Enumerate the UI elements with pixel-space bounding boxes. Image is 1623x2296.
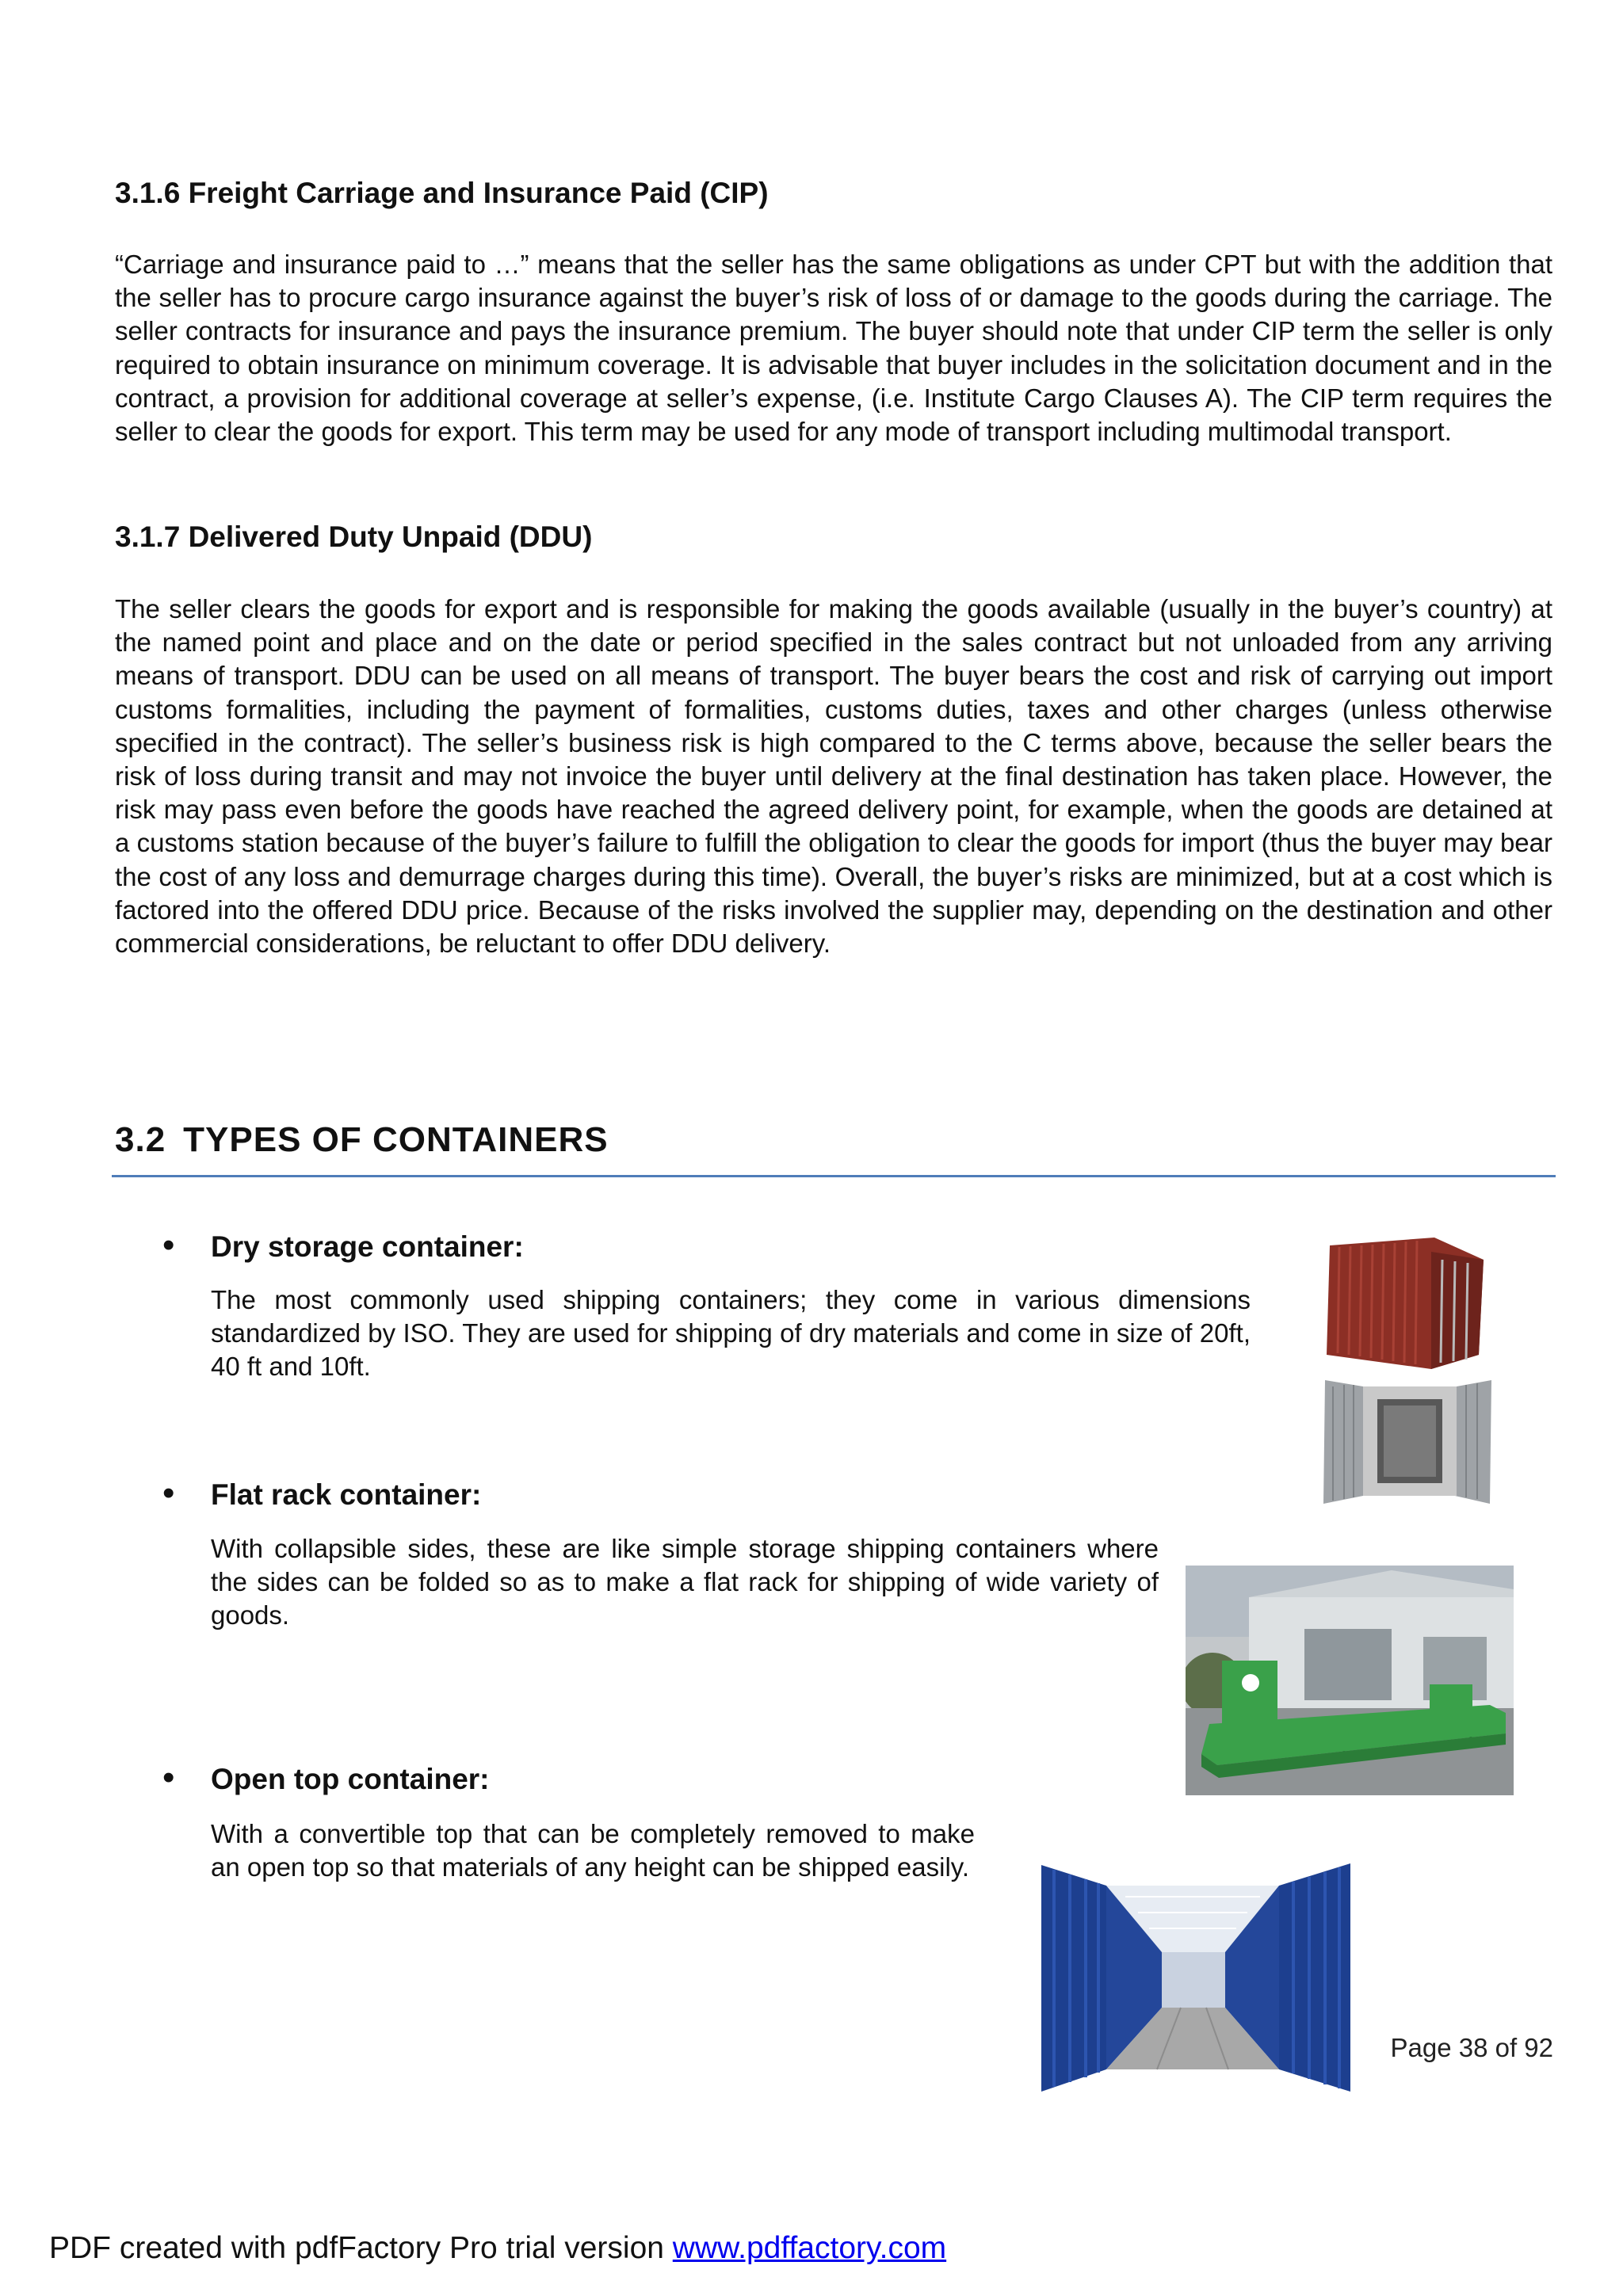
pdf-footer bbox=[49, 2231, 946, 2266]
section-32-title: TYPES OF CONTAINERS bbox=[183, 1120, 609, 1159]
section-32-heading bbox=[115, 1120, 609, 1160]
bullet-icon: • bbox=[162, 1758, 175, 1797]
section-316-body: “Carriage and insurance paid to …” means that the seller has the same obligations as under CPT but with the addition that the seller has to procure cargo insurance against the buyer’s risk of loss of or damage to the goods during the carriage. The seller contracts for insurance and pays the insurance premium. The buyer should note that under CIP term the seller is only required to obtain insurance on minimum coverage. It is advisable that buyer includes in the solicitation document and in the contract, a provision for additional coverage at seller’s expense, (i.e. Institute Cargo Clauses A). The CIP term requires the seller to clear the goods for export. This term may be used for any mode of transport including multimodal transport. bbox=[115, 250, 1552, 447]
flat-rack-container-image bbox=[1186, 1566, 1514, 1795]
bullet-icon: • bbox=[162, 1474, 175, 1512]
dry-storage-title: Dry storage container: bbox=[211, 1230, 524, 1263]
section-32-number: 3.2 bbox=[115, 1120, 166, 1159]
section-316-heading: 3.1.6 Freight Carriage and Insurance Paid (CIP) bbox=[115, 177, 769, 209]
open-top-title: Open top container: bbox=[211, 1763, 490, 1795]
flat-rack-text: With collapsible sides, these are like simple storage shipping containers where the sides can be folded so as to make a flat rack for shipping of wide variety of goods. bbox=[211, 1534, 1159, 1630]
bullet-icon: • bbox=[162, 1226, 175, 1264]
heading-rule bbox=[112, 1175, 1556, 1177]
footer-link[interactable]: www.pdffactory.com bbox=[672, 2231, 947, 2265]
dry-storage-container-image bbox=[1316, 1236, 1498, 1505]
open-top-container-image bbox=[1038, 1857, 1354, 2096]
dry-storage-text: The most commonly used shipping containers; they come in various dimensions standardized by ISO. They are used for shipping of dry materials and come in size of 20ft, 40 ft and 10ft. bbox=[211, 1285, 1251, 1382]
section-317-body: The seller clears the goods for export and is responsible for making the goods available (usually in the buyer’s country) at the named point and place and on the date or period specified in the sales contract but not unloaded from any arriving means of transport. DDU can be used on all means of transport. The buyer bears the cost and risk of carrying out import customs formalities, including the payment of formalities, customs duties, taxes and other charges (unless otherwise specified in the contract). The seller’s business risk is high compared to the C terms above, because the seller bears the risk of loss during transit and may not invoice the buyer until delivery at the final destination has taken place. However, the risk may pass even before the goods have reached the agreed delivery point, for example, when the goods are detained at a customs station because of the buyer’s failure to fulfill the obligation to clear the goods for import (thus the buyer may bear the cost of any loss and demurrage charges during this time). Overall, the buyer’s risks are minimized, but at a cost which is factored into the offered DDU price. Because of the risks involved the supplier may, depending on the destination and other commercial considerations, be reluctant to offer DDU delivery. bbox=[115, 594, 1552, 959]
section-317-heading: 3.1.7 Delivered Duty Unpaid (DDU) bbox=[115, 521, 593, 553]
open-top-text: With a convertible top that can be completely removed to make an open top so that materials of any height can be shipped easily. bbox=[211, 1819, 975, 1882]
flat-rack-title: Flat rack container: bbox=[211, 1478, 482, 1511]
page-number: Page 38 of 92 bbox=[1390, 2033, 1553, 2062]
footer-text: PDF created with pdfFactory Pro trial version bbox=[49, 2231, 673, 2265]
